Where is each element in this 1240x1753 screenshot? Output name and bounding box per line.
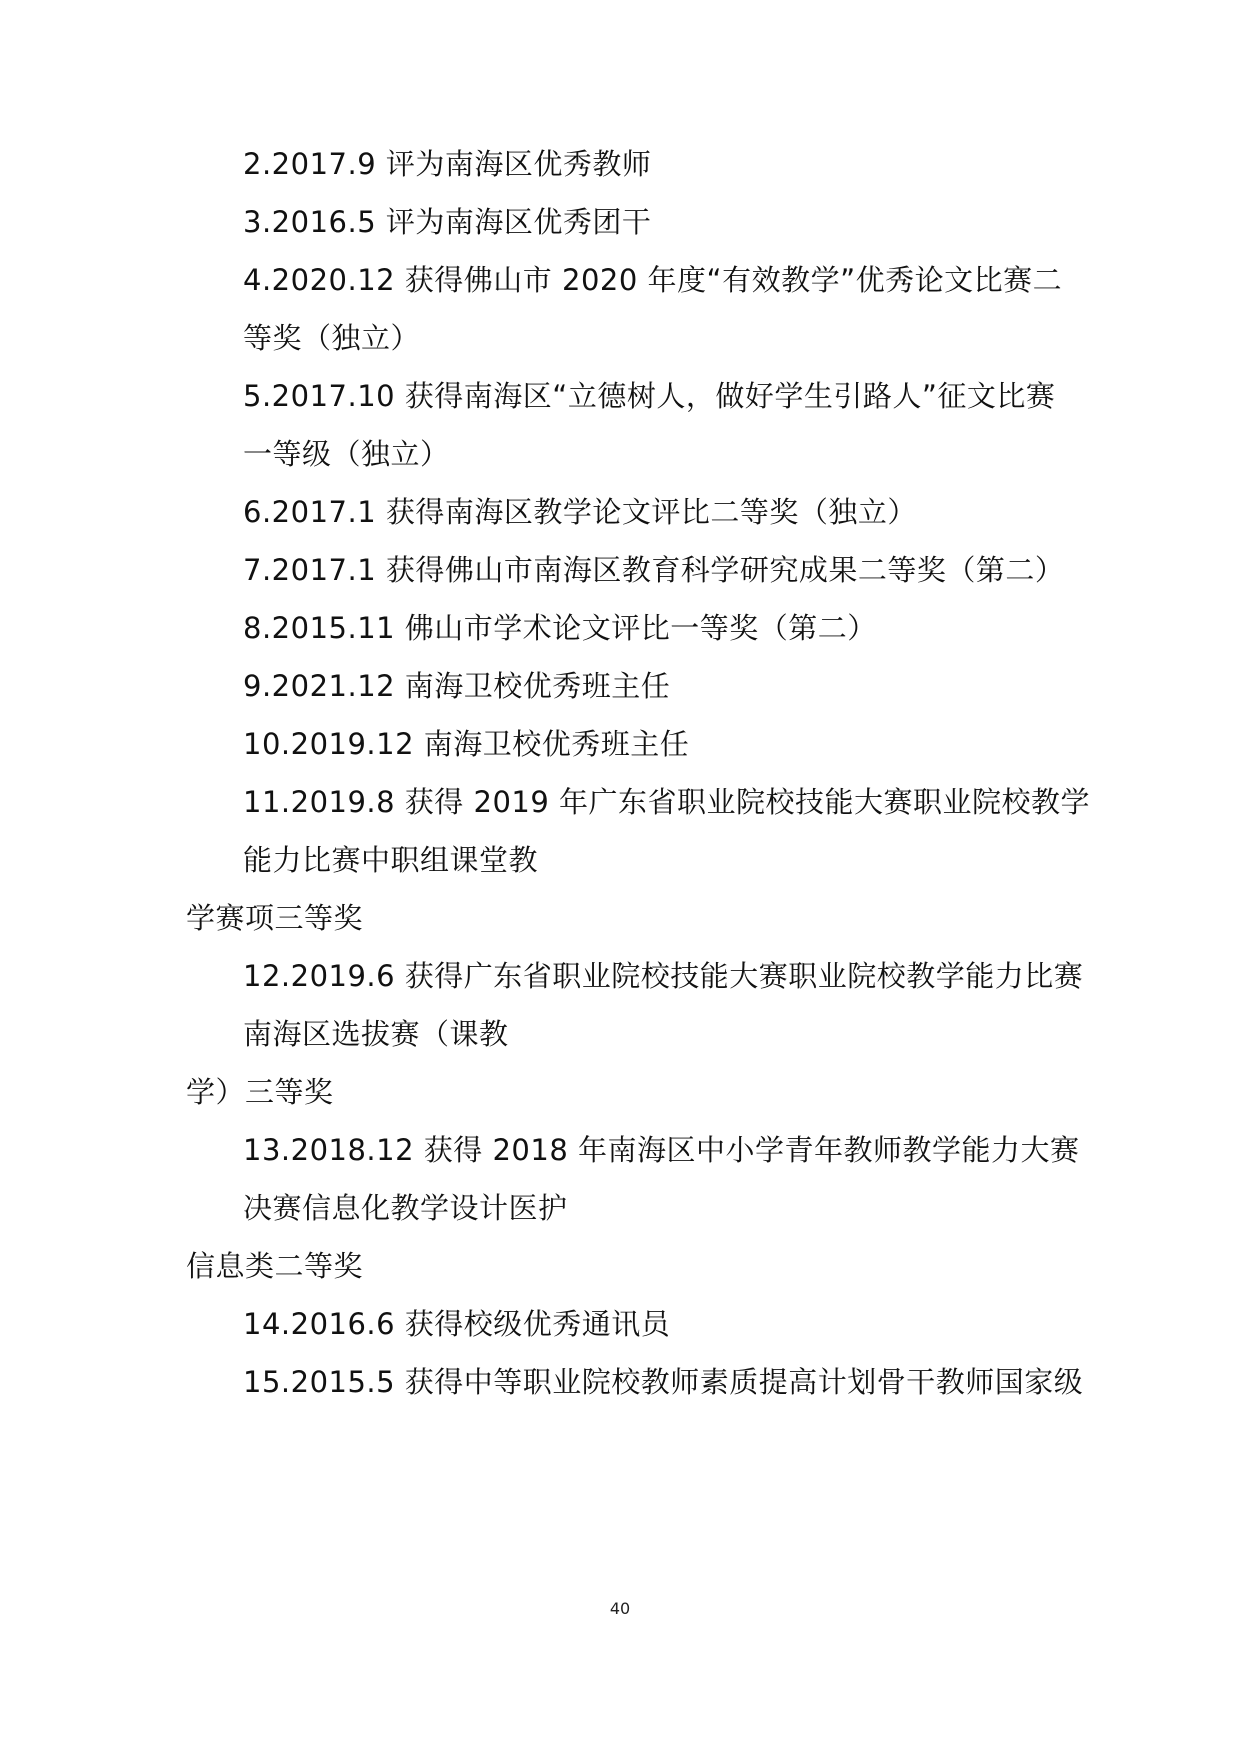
award-line-continuation: 信息类二等奖: [186, 1249, 364, 1283]
award-line-continuation: 学）三等奖: [186, 1075, 334, 1109]
award-line: 6.2017.1 获得南海区教学论文评比二等奖（独立）: [243, 495, 917, 529]
award-line: 9.2021.12 南海卫校优秀班主任: [243, 669, 671, 703]
award-line: 12.2019.6 获得广东省职业院校技能大赛职业院校教学能力比赛: [243, 959, 1084, 993]
award-line: 3.2016.5 评为南海区优秀团干: [243, 205, 652, 239]
award-line-continuation: 学赛项三等奖: [186, 901, 364, 935]
page-number: 40: [609, 1599, 631, 1618]
award-line-continuation: 南海区选拔赛（课教: [243, 1017, 509, 1051]
award-line: 8.2015.11 佛山市学术论文评比一等奖（第二）: [243, 611, 877, 645]
award-line-continuation: 一等级（独立）: [243, 437, 450, 471]
award-line: 7.2017.1 获得佛山市南海区教育科学研究成果二等奖（第二）: [243, 553, 1065, 587]
award-line-continuation: 决赛信息化教学设计医护: [243, 1191, 568, 1225]
award-line: 14.2016.6 获得校级优秀通讯员: [243, 1307, 671, 1341]
award-line-continuation: 能力比赛中职组课堂教: [243, 843, 539, 877]
award-line: 4.2020.12 获得佛山市 2020 年度“有效教学”优秀论文比赛二: [243, 263, 1063, 297]
award-line-continuation: 等奖（独立）: [243, 321, 421, 355]
award-line: 5.2017.10 获得南海区“立德树人，做好学生引路人”征文比赛: [243, 379, 1056, 413]
award-line: 10.2019.12 南海卫校优秀班主任: [243, 727, 690, 761]
award-line: 13.2018.12 获得 2018 年南海区中小学青年教师教学能力大赛: [243, 1133, 1080, 1167]
award-line: 15.2015.5 获得中等职业院校教师素质提高计划骨干教师国家级: [243, 1365, 1084, 1399]
award-line: 2.2017.9 评为南海区优秀教师: [243, 147, 652, 181]
award-line: 11.2019.8 获得 2019 年广东省职业院校技能大赛职业院校教学: [243, 785, 1091, 819]
